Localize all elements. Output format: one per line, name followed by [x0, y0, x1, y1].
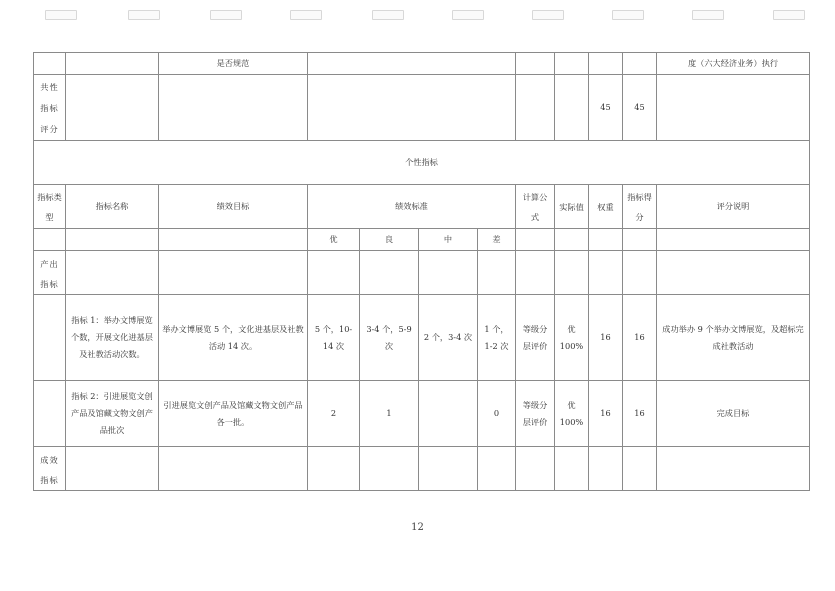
table-cell — [555, 229, 589, 251]
page-number: 12 — [411, 522, 424, 533]
actual-value: 优 100% — [555, 295, 589, 381]
table-cell — [478, 447, 516, 491]
weight-cell: 45 — [589, 75, 623, 141]
column-header: 实际值 — [555, 185, 589, 229]
table-cell — [419, 251, 478, 295]
table-row — [34, 447, 810, 491]
outcome-indicator-label: 成效指标 — [34, 447, 66, 491]
grade-header: 差 — [478, 229, 516, 251]
score-value: 16 — [623, 381, 657, 447]
table-cell — [657, 229, 810, 251]
column-header: 计算公式 — [516, 185, 555, 229]
table-cell — [555, 75, 589, 141]
table-cell — [623, 251, 657, 295]
table-cell — [623, 447, 657, 491]
scan-mark — [290, 10, 322, 20]
indicator-name: 指标 1：举办文博展览个数，开展文化进基层及社教活动次数。 — [66, 295, 159, 381]
table-cell — [159, 447, 308, 491]
table-cell — [623, 229, 657, 251]
performance-evaluation-table — [33, 52, 810, 491]
table-cell — [308, 251, 360, 295]
table-cell — [657, 251, 810, 295]
table-cell — [589, 447, 623, 491]
table-cell — [159, 75, 308, 141]
table-row — [34, 53, 810, 75]
scan-mark — [452, 10, 484, 20]
table-cell — [555, 447, 589, 491]
table-cell — [516, 447, 555, 491]
column-header: 绩效目标 — [159, 185, 308, 229]
table-cell — [516, 53, 555, 75]
table-header-row — [34, 185, 810, 229]
common-indicator-score-label: 共性指标评分 — [34, 75, 66, 141]
table-cell — [66, 447, 159, 491]
table-cell — [66, 53, 159, 75]
calculation-formula: 等级分层评价 — [516, 295, 555, 381]
column-header: 权重 — [589, 185, 623, 229]
scan-top-marks — [0, 8, 835, 22]
scan-mark — [532, 10, 564, 20]
table-cell — [360, 251, 419, 295]
table-cell — [657, 447, 810, 491]
table-cell — [657, 75, 810, 141]
column-header: 绩效标准 — [308, 185, 516, 229]
table-cell — [589, 251, 623, 295]
performance-target: 举办文博展览 5 个，文化进基层及社教活动 14 次。 — [159, 295, 308, 381]
column-header: 指标名称 — [66, 185, 159, 229]
table-cell — [308, 75, 516, 141]
table-row — [34, 75, 810, 141]
table-cell — [516, 229, 555, 251]
table-cell — [66, 229, 159, 251]
table-cell — [555, 251, 589, 295]
score-cell: 45 — [623, 75, 657, 141]
table-cell — [516, 75, 555, 141]
table-row — [34, 141, 810, 185]
actual-value: 优 100% — [555, 381, 589, 447]
table-cell — [308, 53, 516, 75]
table-cell: 度（六大经济业务）执行 — [657, 53, 810, 75]
indicator-name: 指标 2：引进展览文创产品及馆藏文物文创产品批次 — [66, 381, 159, 447]
table-cell — [66, 75, 159, 141]
scan-mark — [210, 10, 242, 20]
section-title: 个性指标 — [34, 141, 810, 185]
table-cell — [66, 251, 159, 295]
table-cell — [478, 251, 516, 295]
column-header: 指标类型 — [34, 185, 66, 229]
grade-excellent: 5 个，10-14 次 — [308, 295, 360, 381]
table-cell — [34, 381, 66, 447]
grade-medium — [419, 381, 478, 447]
table-cell — [360, 447, 419, 491]
output-indicator-label: 产出指标 — [34, 251, 66, 295]
table-cell — [308, 447, 360, 491]
scoring-note: 完成目标 — [657, 381, 810, 447]
grade-header: 优 — [308, 229, 360, 251]
grade-good: 1 — [360, 381, 419, 447]
grade-good: 3-4 个，5-9 次 — [360, 295, 419, 381]
table-cell — [34, 295, 66, 381]
indicator-row — [34, 295, 810, 381]
scan-mark — [612, 10, 644, 20]
table-cell — [34, 229, 66, 251]
scoring-note: 成功举办 9 个举办文博展览，及超标完成社教活动 — [657, 295, 810, 381]
grade-medium: 2 个，3-4 次 — [419, 295, 478, 381]
scan-mark — [372, 10, 404, 20]
performance-target: 引进展览文创产品及馆藏文物文创产品各一批。 — [159, 381, 308, 447]
grade-excellent: 2 — [308, 381, 360, 447]
table-cell: 是否规范 — [159, 53, 308, 75]
grade-header: 中 — [419, 229, 478, 251]
table-cell — [555, 53, 589, 75]
table-cell — [159, 229, 308, 251]
scan-mark — [773, 10, 805, 20]
table-cell — [419, 447, 478, 491]
column-header: 评分说明 — [657, 185, 810, 229]
table-row — [34, 251, 810, 295]
table-cell — [159, 251, 308, 295]
calculation-formula: 等级分层评价 — [516, 381, 555, 447]
scan-mark — [128, 10, 160, 20]
grade-poor: 0 — [478, 381, 516, 447]
table-cell — [589, 53, 623, 75]
score-value: 16 — [623, 295, 657, 381]
grade-header: 良 — [360, 229, 419, 251]
scan-mark — [692, 10, 724, 20]
table-row — [34, 229, 810, 251]
weight-value: 16 — [589, 295, 623, 381]
weight-value: 16 — [589, 381, 623, 447]
table-cell — [34, 53, 66, 75]
table-cell — [589, 229, 623, 251]
table-cell — [516, 251, 555, 295]
scan-mark — [45, 10, 77, 20]
indicator-row — [34, 381, 810, 447]
table-cell — [623, 53, 657, 75]
grade-poor: 1 个，1-2 次 — [478, 295, 516, 381]
column-header: 指标得分 — [623, 185, 657, 229]
